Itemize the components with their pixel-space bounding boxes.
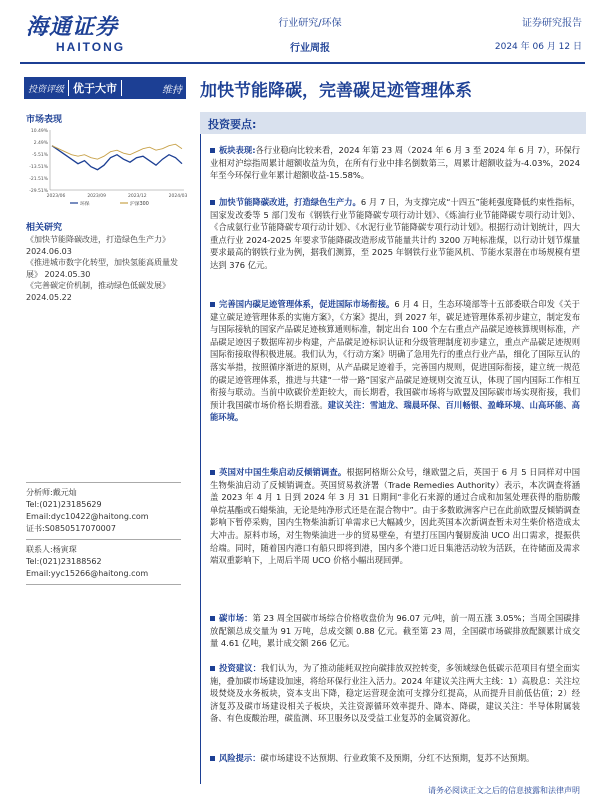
paragraph-body: 第 23 周全国碳市场综合价格收盘价为 96.07 元/吨，前一周五涨 3.05%；当周全国碳排放配额总成交量为 91 万吨，总成交额 0.88 亿元。截至第 23 周，全国碳市场碳排放配额累计成交量 4.61 亿吨，累计成交额 266 亿元。 xyxy=(210,613,580,649)
header-category-block xyxy=(250,14,370,54)
related-item-text: 《完善碳定价机制，推动绿色低碳发展》 xyxy=(26,281,170,290)
bullet-icon xyxy=(210,302,215,307)
related-item-text: 《加快节能降碳改进，打造绿色生产力》 xyxy=(26,235,170,244)
rating-label: 投资评级 xyxy=(28,84,65,95)
header-right-block xyxy=(495,14,582,52)
related-item[interactable] xyxy=(26,234,191,257)
paragraph-lead: 风险提示： xyxy=(219,753,261,763)
y-tick-label: -21.51% xyxy=(29,177,48,182)
paragraph-risk-warning xyxy=(210,752,580,765)
market-performance-title: 市场表现 xyxy=(26,115,63,125)
paragraph-lead: 板块表现: xyxy=(219,145,256,155)
paragraph-body: 碳市场建设不达预期、行业政策不及预期，分红不达预期，复苏不达预期。 xyxy=(260,753,535,763)
contact-tel: Tel:(021)23188562 xyxy=(26,557,102,566)
paragraph-lead: 完善国内碳足迹管理体系，促进国际市场衔接。 xyxy=(219,299,395,309)
key-points-header xyxy=(200,112,586,134)
paragraph-carbon-footprint xyxy=(210,298,580,424)
report-category: 行业研究/环保 xyxy=(278,18,342,29)
related-item[interactable] xyxy=(26,280,191,303)
related-item-date: 2024.05.22 xyxy=(26,292,72,302)
paragraph-energy-saving xyxy=(210,196,580,272)
related-item-date: 2024.05.30 xyxy=(44,269,91,279)
paragraph-lead: 碳市场： xyxy=(219,613,253,623)
report-type: 行业周报 xyxy=(290,43,330,54)
related-item-date: 2024.06.03 xyxy=(26,246,72,256)
key-points-title: 投资要点: xyxy=(208,118,257,131)
rating-hold: 维持 xyxy=(162,84,182,96)
rating-value: 优于大市 xyxy=(68,80,122,96)
paragraph-body: 各行业稳向比较来看，2024 年第 23 周（2024 年 6 月 3 至 2024 年 6 月 7），环保行业相对沪综指周累计超额收益为负，在所有行业中排名倒数第三，周累计超额收益为-4.03%，2024 年至今环保行业年累计超额收益-15.58%。 xyxy=(210,145,580,181)
haitong-logo xyxy=(26,10,176,58)
paragraph-lead: 加快节能降碳改进，打造绿色生产力。 xyxy=(219,197,361,207)
header-divider xyxy=(20,62,585,64)
logo-en: HAITONG xyxy=(56,40,126,54)
related-item[interactable] xyxy=(26,257,191,280)
market-performance-chart xyxy=(26,126,188,206)
paragraph-lead: 投资建议： xyxy=(219,663,262,673)
analyst-info xyxy=(26,478,191,589)
bullet-icon xyxy=(210,200,215,205)
bullet-icon xyxy=(210,148,215,153)
legend-label: 沪深300 xyxy=(130,202,149,206)
divider xyxy=(26,584,181,585)
bullet-icon xyxy=(210,666,215,671)
divider xyxy=(26,539,181,540)
x-tick-label: 2023/09 xyxy=(87,194,107,199)
y-tick-label: -29.51% xyxy=(29,189,48,194)
y-tick-label: 2.49% xyxy=(33,141,48,146)
series-line-sector xyxy=(52,146,182,170)
analyst-tel: Tel:(021)23185629 xyxy=(26,500,102,509)
analyst-name: 分析师:戴元灿 xyxy=(26,488,77,497)
series-line-index xyxy=(52,144,182,159)
x-tick-label: 2023/12 xyxy=(127,194,147,199)
rating-bar xyxy=(24,77,186,99)
logo-cn: 海通证券 xyxy=(26,14,119,40)
legend-label: 环保 xyxy=(80,202,90,206)
paragraph-sector-performance xyxy=(210,144,580,182)
bullet-icon xyxy=(210,470,215,475)
related-research-title: 相关研究 xyxy=(26,223,63,233)
recommend-stocks: 雪迪龙、瑞晨环保、百川畅银、盈峰环境、山高环能、高能环境。 xyxy=(210,399,580,423)
page-header xyxy=(0,0,600,62)
related-research-list xyxy=(26,234,191,303)
paragraph-investment-advice xyxy=(210,662,580,725)
bullet-icon xyxy=(210,616,215,621)
bullet-icon xyxy=(210,756,215,761)
legal-footer: 请务必阅读正文之后的信息披露和法律声明 xyxy=(428,786,580,795)
contact-email[interactable]: Email:yyc15266@haitong.com xyxy=(26,569,149,578)
report-title: 加快节能降碳，完善碳足迹管理体系 xyxy=(200,81,472,101)
paragraph-lead: 英国对中国生柴启动反倾销调查。 xyxy=(219,467,347,477)
related-item-text: 《推进城市数字化转型，加快氢能高质量发展》 xyxy=(26,258,178,279)
y-tick-label: -5.51% xyxy=(32,153,48,158)
divider xyxy=(26,482,181,483)
analyst-cert: 证书:S0850517070007 xyxy=(26,524,116,533)
report-date: 2024 年 06 月 12 日 xyxy=(494,42,582,52)
paragraph-body: 6 月 7 日，为支撑完成“十四五”能耗强度降低约束性指标，国家发改委等 5 部门发布《钢铁行业节能降碳专项行动计划》、《炼油行业节能降碳专项行动计划》、《合成氨行业节能降碳专项行动计划》、《水泥行业节能降碳专项行动计划》。根据行动计划统计，四大重点行业 2024-2025 年要求节能降碳改造形成节能量共计约 3200 万吨标准煤，以行动计划节煤量要求最高的钢铁行业为例，据我们测算，至 2025 年钢铁行业节能风机、节能水泵潜在市场规模有望达到 376 亿元。 xyxy=(210,197,580,270)
x-tick-label: 2023/06 xyxy=(46,194,66,199)
recommend-label: 建议关注： xyxy=(327,399,370,410)
doc-label: 证券研究报告 xyxy=(522,18,582,29)
paragraph-carbon-market xyxy=(210,612,580,650)
y-tick-label: -13.51% xyxy=(29,165,48,170)
paragraph-uk-antidumping xyxy=(210,466,580,567)
paragraph-body: 我们认为，为了推动能耗双控向碳排放双控转变，多领域绿色低碳示范项目有望全面实施，叠加碳市场建设加速，将给环保行业注入活力。2024 年建议关注两大主线：1）高股息：关注垃圾焚烧及水务板块，资本支出下降，稳定运营现金流可支撑分红提高，从而提升目前低估值；2）经济复苏及碳市场建设相关子板块，关注资源循环效率提升、降本、降碳，建议关注：半导体附属装备、有色废酸治理，碳监测、环卫服务以及受益工业复苏的金属资源化。 xyxy=(210,663,580,724)
analyst-email[interactable]: Email:dyc10422@haitong.com xyxy=(26,512,149,521)
y-tick-label: 10.49% xyxy=(30,129,48,134)
contact-name: 联系人:杨寅琛 xyxy=(26,545,77,554)
content-divider xyxy=(200,134,201,784)
x-tick-label: 2024/03 xyxy=(168,194,188,199)
paragraph-body: 6 月 4 日，生态环境部等十五部委联合印发《关于建立碳足迹管理体系的实施方案》，《方案》提出，到 2027 年，碳足迹管理体系初步建立，制定发布与国际接轨的国家产品碳足迹核算通则标准，制定出台 100 个左右重点产品碳足迹核算规则标准，产品碳足迹因子数据库初步构建，产品碳足迹标识认证和分级管理制度初步建立，重点产品碳足迹规则国际衔接取得积极进展。我们认为，《行动方案》明确了急用先行的重点行业产品，细化了国际互认的落实举措，按照循序渐进的原则，从产品碳足迹着手，完善国内规则，促进国际衔接，建立统一规范的碳足迹管理体系，推进与共建“一带一路”国家产品碳足迹规则交流互认，体现了国内国际工作相互衔接与联动。当前中欧碳价差距较大，而长期看，我国碳市场将与欧盟及国际碳市场实现衔接，我们预计我国碳市场价格长期看涨。 xyxy=(210,299,580,410)
paragraph-body: 根据阿格斯公众号，继欧盟之后，英国于 6 月 5 日同样对中国生物柴油启动了反倾销调查。英国贸易救济署（Trade Remedies Authority）表示，本次调查将涵盖 2023 年 4 月 1 日到 2024 年 3 月 31 日期间“非化石来源的通过合成和加氢处理获得的脂肪酸单烷基酯或石蜡柴油，无论是纯净形式还是在混合物中”。由于多数欧洲客户已在此前欧盟反倾销调查影响下暂停采购，国内生物柴油新订单需求已大幅减少，因此英国本次新调查暂未对生柴价格造成太大冲击。原料市场，对生物柴油进一步的贸易壁垒，有望打压国内餐厨废油 UCO 出口需求，提振供给端。同时，随着国内港口有船只即将到港，国内多个港口近日集港活动较为活跃，在待储面及需求端双重影响下，上周后半周 UCO 价格小幅出现回弹。 xyxy=(210,467,580,566)
